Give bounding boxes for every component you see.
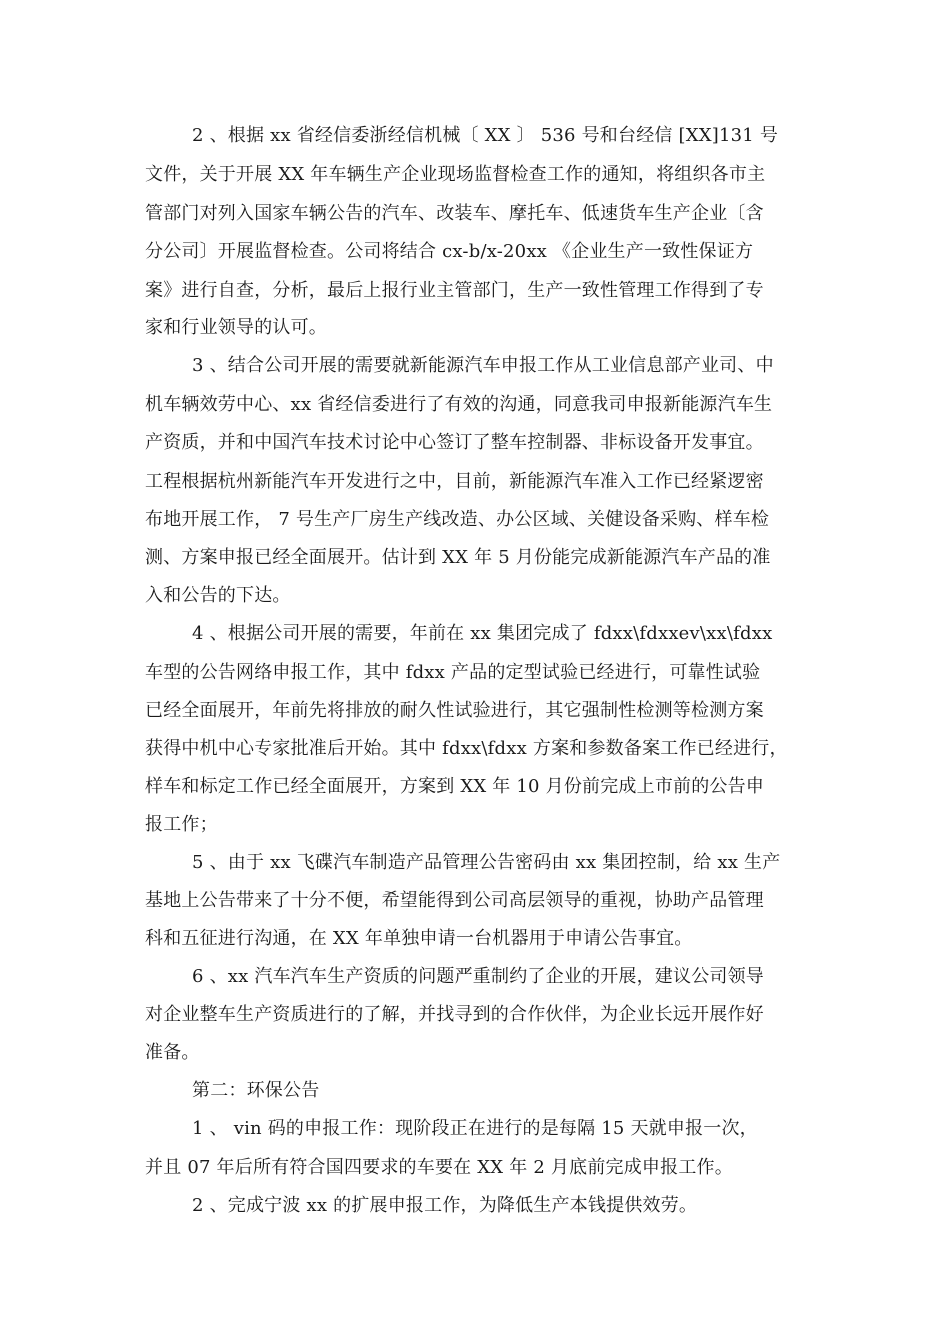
item-1-line-1: 1 、 vin 码的申报工作：现阶段正在进行的是每隔 15 天就申报一次， [192,1118,758,1139]
paragraph-3-line-4: 工程根据杭州新能汽车开发进行之中，目前，新能源汽车准入工作已经紧逻密 [145,471,764,492]
paragraph-3-line-6: 测、方案申报已经全面展开。估计到 XX 年 5 月份能完成新能源汽车产品的准 [145,547,771,568]
item-2-line-1: 2 、完成宁波 xx 的扩展申报工作，为降低生产本钱提供效劳。 [192,1195,698,1216]
paragraph-2-line-2: 文件，关于开展 XX 年车辆生产企业现场监督检查工作的通知，将组织各市主 [145,164,766,185]
paragraph-5-line-2: 基地上公告带来了十分不便，希望能得到公司高层领导的重视，协助产品管理 [145,890,764,911]
paragraph-4-line-1: 4 、根据公司开展的需要，年前在 xx 集团完成了 fdxx\fdxxev\xx\fdxx [192,623,773,644]
paragraph-3-line-5: 布地开展工作， 7 号生产厂房生产线改造、办公区域、关健设备采购、样车检 [145,509,770,530]
section-heading: 第二：环保公告 [192,1080,320,1101]
paragraph-4-line-6: 报工作； [145,814,218,835]
paragraph-2-line-5: 案》进行自查，分析，最后上报行业主管部门，生产一致性管理工作得到了专 [145,280,764,301]
paragraph-6-line-3: 准备。 [145,1042,200,1063]
item-1-line-2: 并且 07 年后所有符合国四要求的车要在 XX 年 2 月底前完成申报工作。 [145,1157,733,1178]
paragraph-4-line-2: 车型的公告网络申报工作，其中 fdxx 产品的定型试验已经进行，可靠性试验 [145,662,761,683]
paragraph-6-line-2: 对企业整车生产资质进行的了解，并找寻到的合作伙伴，为企业长远开展作好 [145,1004,764,1025]
paragraph-4-line-4: 获得中机中心专家批准后开始。其中 fdxx\fdxx 方案和参数备案工作已经进行， [145,738,788,759]
paragraph-5-line-1: 5 、由于 xx 飞碟汽车制造产品管理公告密码由 xx 集团控制，给 xx 生产 [192,852,781,873]
paragraph-2-line-3: 管部门对列入国家车辆公告的汽车、改装车、摩托车、低速货车生产企业〔含 [145,203,764,224]
paragraph-3-line-2: 机车辆效劳中心、xx 省经信委进行了有效的沟通，同意我司申报新能源汽车生 [145,394,773,415]
paragraph-3-line-1: 3 、结合公司开展的需要就新能源汽车申报工作从工业信息部产业司、中 [192,355,774,376]
paragraph-2-line-6: 家和行业领导的认可。 [145,317,327,338]
paragraph-3-line-7: 入和公告的下达。 [145,585,291,606]
paragraph-5-line-3: 科和五征进行沟通，在 XX 年单独申请一台机器用于申请公告事宜。 [145,928,693,949]
paragraph-6-line-1: 6 、xx 汽车汽车生产资质的问题严重制约了企业的开展，建议公司领导 [192,966,764,987]
paragraph-4-line-5: 样车和标定工作已经全面展开，方案到 XX 年 10 月份前完成上市前的公告申 [145,776,765,797]
paragraph-3-line-3: 产资质，并和中国汽车技术讨论中心签订了整车控制器、非标设备开发事宜。 [145,432,764,453]
paragraph-2-line-4: 分公司〕开展监督检查。公司将结合 cx-b/x-20xx 《企业生产一致性保证方 [145,241,754,262]
paragraph-2-line-1: 2 、根据 xx 省经信委浙经信机械〔 XX 〕 536 号和台经信 [XX]131 号 [192,125,779,146]
paragraph-4-line-3: 已经全面展开，年前先将排放的耐久性试验进行，其它强制性检测等检测方案 [145,700,764,721]
